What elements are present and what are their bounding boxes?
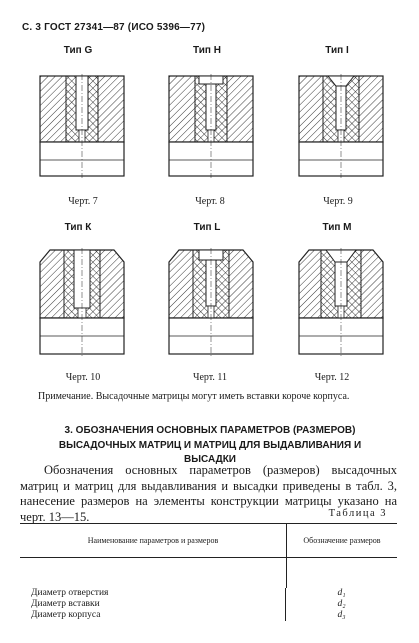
table-cell-symbol: d₁ <box>337 588 346 598</box>
table-row <box>20 588 397 599</box>
table-cell-symbol: d₃ <box>337 610 346 620</box>
figure-title-g: Тип G <box>63 45 93 56</box>
drawing-type-g <box>36 74 128 180</box>
page-header: С. 3 ГОСТ 27341—87 (ИСО 5396—77) <box>22 22 206 33</box>
note-text: Примечание. Высадочные матрицы могут иметь вставки короче корпуса. <box>38 391 350 402</box>
drawing-type-h <box>165 74 257 180</box>
figure-title-l: Тип L <box>193 222 221 233</box>
table-cell-name: Диаметр корпуса <box>20 610 286 621</box>
figure-title-k: Тип К <box>64 222 92 233</box>
drawing-type-k <box>36 248 128 358</box>
table-label: Таблица 3 <box>328 508 387 519</box>
section-heading: 3. ОБОЗНАЧЕНИЯ ОСНОВНЫХ ПАРАМЕТРОВ (РАЗМЕРОВ) ВЫСАДОЧНЫХ МАТРИЦ И МАТРИЦ ДЛЯ ВЫДАВЛИВАНИЯ И ВЫСАДКИ <box>58 425 362 465</box>
table-body <box>20 558 397 621</box>
table-header-row <box>20 524 397 558</box>
drawing-type-i <box>295 74 387 180</box>
drawing-type-l <box>165 248 257 358</box>
table-header-name: Наименование параметров и размеров <box>20 524 287 557</box>
figure-caption-10: Черт. 10 <box>65 372 101 383</box>
figure-caption-8: Черт. 8 <box>195 196 225 207</box>
table-header-symbol: Обозначение размеров <box>303 536 381 545</box>
figure-caption-12: Черт. 12 <box>314 372 350 383</box>
table-cell-name: Диаметр отверстия <box>20 588 286 599</box>
figure-title-i: Тип I <box>325 45 349 56</box>
figure-caption-11: Черт. 11 <box>192 372 228 383</box>
table-cell-name: Диаметр вставки <box>20 599 286 610</box>
figure-title-m: Тип М <box>322 222 352 233</box>
figure-caption-7: Черт. 7 <box>68 196 98 207</box>
table-row <box>20 610 397 621</box>
figure-title-h: Тип H <box>193 45 221 56</box>
drawing-type-m <box>295 248 387 358</box>
table-row <box>20 599 397 610</box>
parameters-table <box>20 523 397 621</box>
table-cell-symbol: d₂ <box>337 599 346 609</box>
body-paragraph-text: Обозначения основных параметров (размеров) высадочных матриц и матриц для выдавливания и высадки приведены в табл. 3, нанесение размеров на элементы конструкции матрицы указано на черт. 13—15. <box>20 463 397 524</box>
figure-caption-9: Черт. 9 <box>323 196 353 207</box>
